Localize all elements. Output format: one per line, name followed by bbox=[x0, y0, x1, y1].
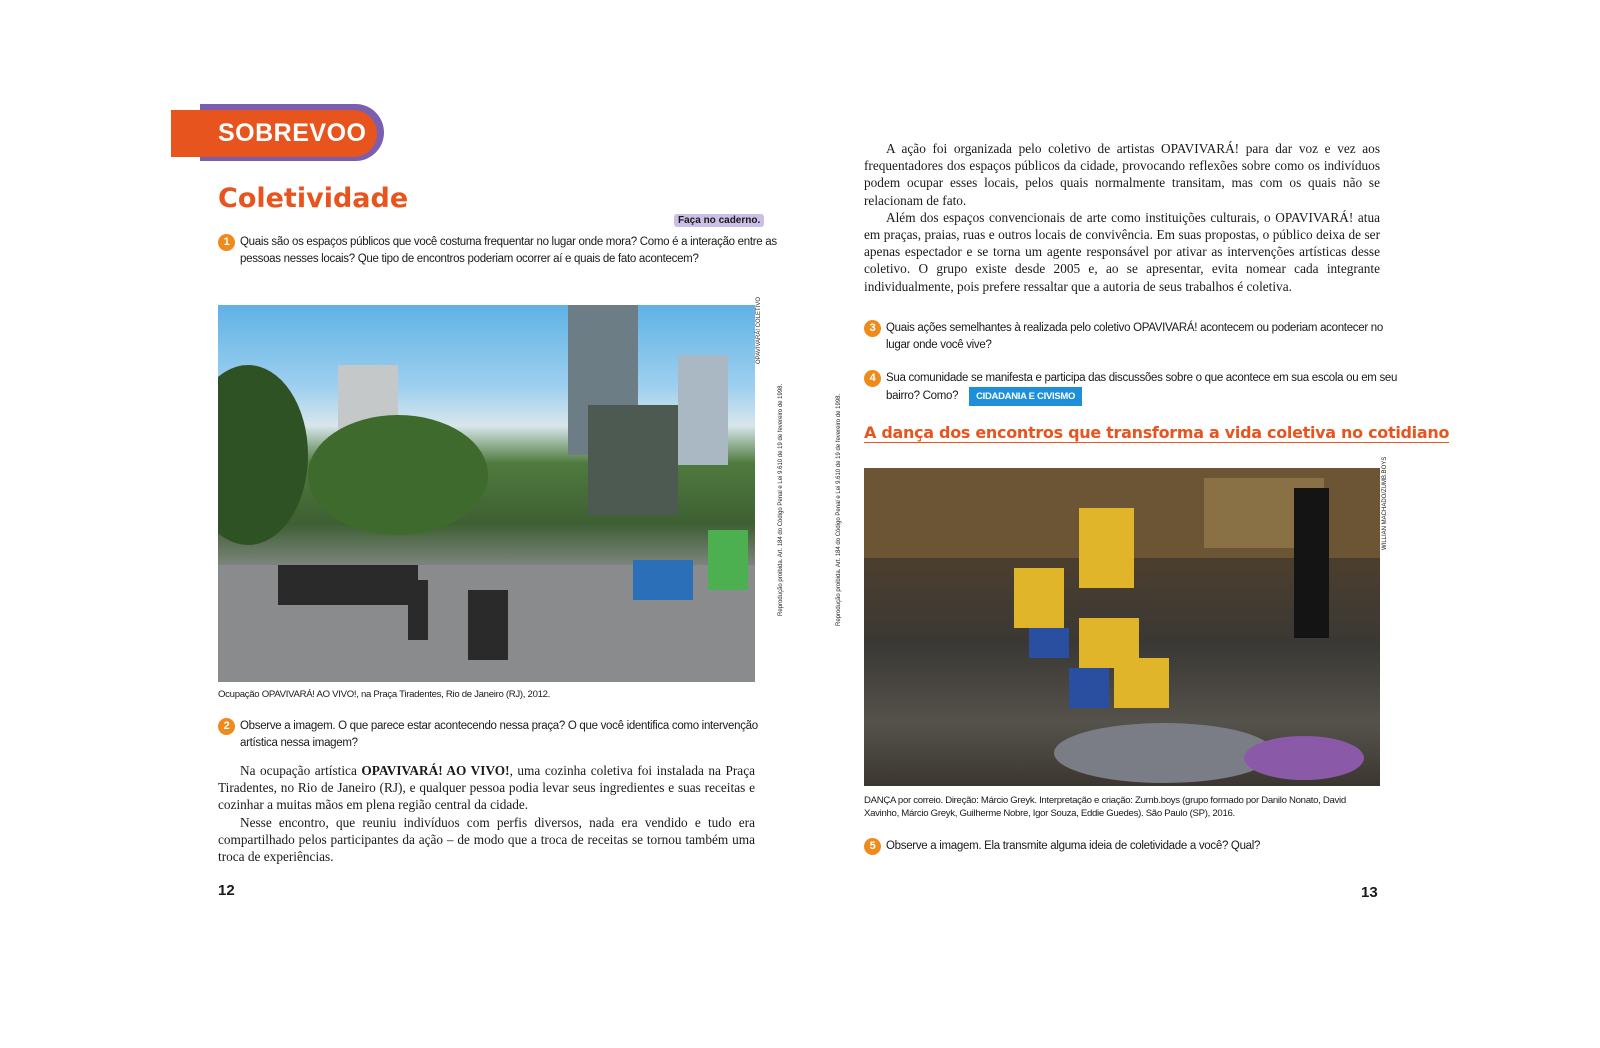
question-number: 2 bbox=[218, 718, 235, 735]
theme-badge: CIDADANIA E CIVISMO bbox=[969, 387, 1082, 406]
body-text-right bbox=[864, 140, 1380, 295]
question-1 bbox=[218, 234, 777, 268]
question-text: Sua comunidade se manifesta e participa das discussões sobre o que acontece em sua escola ou em seu bairro? Como? bbox=[886, 372, 1398, 402]
question-text: Quais são os espaços públicos que você costuma frequentar no lugar onde mora? Como é a interação entre as pessoas nesses locais? Que tipo de encontros poderiam ocorrer aí e quais de fato acontecem? bbox=[240, 236, 777, 265]
artwork-name: OPAVIVARÁ! AO VIVO! bbox=[361, 763, 510, 778]
question-5 bbox=[864, 838, 1266, 855]
photo-danca-por-correio bbox=[864, 468, 1380, 786]
page-number: 12 bbox=[218, 882, 235, 899]
question-text: Observe a imagem. O que parece estar acontecendo nessa praça? O que você identifica como intervenção artística nessa imagem? bbox=[240, 720, 758, 749]
question-3 bbox=[864, 320, 1402, 354]
notebook-tag: Faça no caderno. bbox=[674, 214, 764, 227]
body-text-left bbox=[218, 762, 755, 865]
question-number: 3 bbox=[864, 320, 881, 337]
legal-notice: Reprodução proibida. Art. 184 do Código Penal e Lei 9.610 de 19 de fevereiro de 1998. bbox=[836, 393, 842, 626]
paragraph: Além dos espaços convencionais de arte como instituições culturais, o OPAVIVARÁ! atua em praças, praias, ruas e outros locais de convivência. Em suas propostas, o público deixa de ser apenas espectador e se torna um agente responsável por ativar as intervenções artísticas desse coletivo. O grupo existe desde 2005 e, ao se apresentar, evita nomear cada integrante individualmente, pois prefere ressaltar que a autoria de seus trabalhos é coletiva. bbox=[864, 209, 1380, 294]
legal-notice: Reprodução proibida. Art. 184 do Código Penal e Lei 9.610 de 19 de fevereiro de 1998. bbox=[778, 383, 784, 616]
section-subtitle: A dança dos encontros que transforma a vida coletiva no cotidiano bbox=[864, 423, 1450, 442]
page-number: 13 bbox=[1361, 884, 1378, 901]
page-title: Coletividade bbox=[218, 183, 409, 214]
question-number: 1 bbox=[218, 234, 235, 251]
photo-credit: OPAVIVARÁ! COLETIVO bbox=[756, 296, 762, 364]
photo-illustration bbox=[218, 305, 755, 682]
paragraph: Nesse encontro, que reuniu indivíduos com perfis diversos, nada era vendido e tudo era compartilhado pelos participantes da ação – de modo que a troca de receitas se tornou também uma troca de experiências. bbox=[218, 814, 755, 865]
photo-credit: WILLIAN MACHADO/ZUMB.BOYS bbox=[1382, 456, 1388, 550]
question-text: Quais ações semelhantes à realizada pelo coletivo OPAVIVARÁ! acontecem ou poderiam acontecer no lugar onde você vive? bbox=[886, 322, 1383, 351]
photo-caption: Ocupação OPAVIVARÁ! AO VIVO!, na Praça Tiradentes, Rio de Janeiro (RJ), 2012. bbox=[218, 689, 551, 700]
text: , uma cozinha coletiva foi instalada na Praça Tiradentes, no Rio de Janeiro (RJ), e qualquer pessoa podia levar seus ingredientes e suas receitas e cozinhar a muitas mãos em plena região central da cidade. bbox=[218, 763, 756, 813]
photo-caption: DANÇA por correio. Direção: Márcio Greyk. Interpretação e criação: Zumb.boys (grupo formado por Danilo Nonato, David Xavinho, Márcio Greyk, Guilherme Nobre, Igor Souza, Eddie Guedes). São Paulo (SP), 2016. bbox=[864, 795, 1346, 819]
question-number: 4 bbox=[864, 370, 881, 387]
photo-illustration bbox=[864, 468, 1380, 786]
question-2 bbox=[218, 718, 777, 752]
question-4 bbox=[864, 370, 1402, 406]
text: Na ocupação artística bbox=[240, 763, 362, 778]
section-banner: SOBREVOO bbox=[171, 110, 377, 157]
question-number: 5 bbox=[864, 838, 881, 855]
paragraph bbox=[218, 762, 755, 814]
photo-praca-tiradentes bbox=[218, 305, 755, 682]
paragraph: A ação foi organizada pelo coletivo de artistas OPAVIVARÁ! para dar voz e vez aos frequentadores dos espaços públicos da cidade, provocando reflexões sobre como os indivíduos podem ocupar esses locais, pelos quais normalmente transitam, mas com os quais não se relacionam de fato. bbox=[864, 141, 1380, 208]
question-text: Observe a imagem. Ela transmite alguma ideia de coletividade a você? Qual? bbox=[886, 840, 1261, 852]
